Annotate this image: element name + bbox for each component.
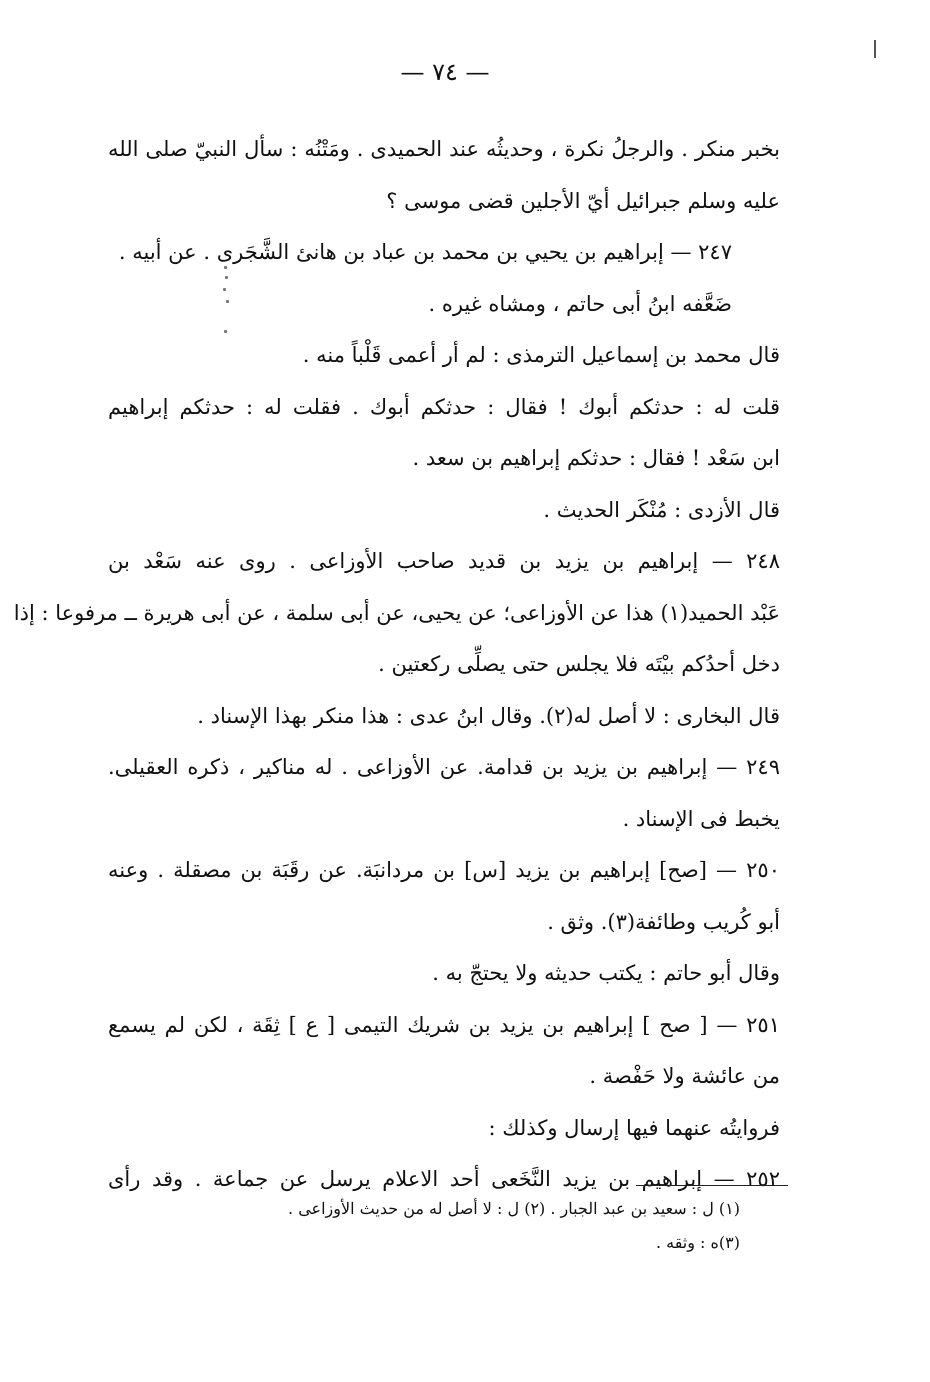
page-number: — ٧٤ — <box>400 58 490 86</box>
body-text <box>13 124 780 1206</box>
text-line: عَبْد الحميد(١) هذا عن الأوزاعى؛ عن يحيى، عن أبى سلمة ، عن أبى هريرة ــ مرفوعا : إذا <box>13 600 780 625</box>
text-line: قال الأزدى : مُنْكَر الحديث . <box>543 497 780 522</box>
text-line: قال محمد بن إسماعيل الترمذى : لم أر أعمى قَلْباً منه . <box>302 343 780 367</box>
text-line: قلت له : حدثكم أبوك ! فقال : حدثكم أبوك . فقلت له : حدثكم إبراهيم <box>108 394 780 419</box>
text-line: قال البخارى : لا أصل له(٢). وقال ابنُ عدى : هذا منكر بهذا الإسناد . <box>197 703 780 728</box>
text-line: يخبط فى الإسناد . <box>622 806 780 831</box>
text-line: ابن سَعْد ! فقال : حدثكم إبراهيم بن سعد . <box>412 446 780 470</box>
text-line: ٢٤٧ — إبراهيم بن يحيي بن محمد بن عباد بن هانئ الشَّجَرى . عن أبيه . <box>118 240 732 264</box>
footnote-rule <box>636 1185 788 1186</box>
footnotes <box>160 1192 740 1260</box>
text-line: ٢٥٠ — [صح] إبراهيم بن يزيد [س] بن مردانبَة. عن رقَبَة بن مصقلة . وعنه <box>108 858 780 882</box>
footnote: (١) ل : سعيد بن عبد الجبار . (٢) ل : لا أصل له من حديث الأوزاعى . <box>288 1199 740 1218</box>
text-line: ٢٤٩ — إبراهيم بن يزيد بن قدامة. عن الأوزاعى . له مناكير ، ذكره العقيلى. <box>108 755 780 779</box>
text-line: دخل أحدُكم بيْتَه فلا يجلس حتى يصلِّى ركعتين . <box>378 652 780 676</box>
text-line: ٢٤٨ — إبراهيم بن يزيد بن قديد صاحب الأوزاعى . روى عنه سَعْد بن <box>108 549 780 573</box>
text-line: أبو كُريب وطائفة(٣). وثق . <box>547 909 780 934</box>
text-line: ضَعَّفه ابنُ أبى حاتم ، ومشاه غيره . <box>428 291 732 316</box>
text-line: ٢٥٢ — إبراهيم بن يزيد النَّخَعى أحد الاعلام يرسل عن جماعة . وقد رأى <box>108 1167 780 1191</box>
text-line: ٢٥١ — [ صح ] إبراهيم بن يزيد بن شريك التيمى [ ع ] ثِقَة ، لكن لم يسمع <box>108 1012 780 1037</box>
footnote: (٣)ه : وثقه . <box>655 1233 740 1252</box>
text-line: فروايتُه عنهما فيها إرسال وكذلك : <box>488 1115 780 1140</box>
text-line: بخبر منكر . والرجلُ نكرة ، وحديثُه عند الحميدى . ومَتْنُه : سأل النبيّ صلى الله <box>108 137 780 161</box>
text-line: من عائشة ولا حَفْصة . <box>589 1064 780 1088</box>
text-line: عليه وسلم جبرائيل أيّ الأجلين قضى موسى ؟ <box>386 188 780 213</box>
text-line: وقال أبو حاتم : يكتب حديثه ولا يحتجّ به . <box>432 961 780 985</box>
